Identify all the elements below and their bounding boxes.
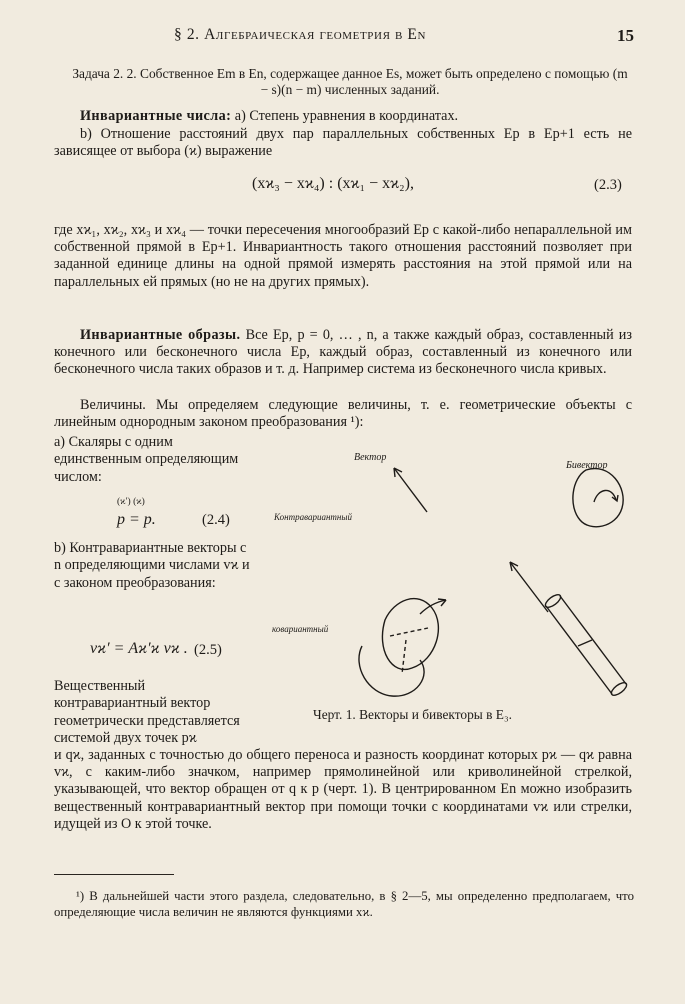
figure-label-contravariant: Контравариантный [274, 512, 352, 522]
bivector-arrow [594, 490, 616, 502]
footnote: ¹) В дальнейшей части этого раздела, следовательно, в § 2—5, мы определенно предполагаем, что определяющие числа величин не являются функциями xϰ. [54, 889, 634, 919]
bivector-tube-left [546, 606, 612, 694]
figure-label-covariant: ковариантный [272, 624, 329, 634]
figure-label-vector: Вектор [354, 452, 387, 463]
problem-statement: Задача 2. 2. Собственное Em в En, содержащее данное Es, может быть определено с помощью (m − s)(n − m) численных заданий. [72, 66, 628, 97]
bivector-tube-top [543, 592, 562, 609]
covariant-arrow [420, 600, 446, 614]
formula-2-5: vϰ′ = Aϰ′ϰ vϰ . [90, 640, 188, 657]
formula-2-3-number: (2.3) [594, 177, 622, 193]
bivector-tube-right [560, 596, 626, 684]
formula-2-4: p = p. [117, 511, 156, 528]
bivector-tube-mark [578, 640, 592, 646]
covariant-dashed-line [390, 628, 428, 636]
page-number: 15 [617, 26, 634, 45]
quantities-text: Мы определяем следующие величины, т. е. геометрические объекты с линейным однородным законом преобразования ¹): [54, 397, 633, 431]
formula-2-3: (xϰ₃ − xϰ₄) : (xϰ₁ − xϰ₂), [252, 175, 414, 192]
vector-arrow [394, 468, 427, 512]
covariant-surface-upper [382, 599, 438, 670]
real-vector-text: и qϰ, заданных с точностью до общего переноса и разность координат которых pϰ — qϰ равна vϰ, с каким-либо значком, например прямолинейной или криволинейной стрелкой, указывающей, что вектор обращен от q к p (черт. 1). В центрированном En можно изобразить вещественный контравариантный вектор при помощи точки с координатами vϰ или стрелки, идущей из O к этой точке. [54, 747, 632, 832]
scalar-formula-primes: (ϰ′) (ϰ) [117, 497, 145, 507]
formula-2-5-number: (2.5) [194, 642, 222, 658]
footnote-rule [54, 874, 174, 875]
where-paragraph: где xϰ₁, xϰ₂, xϰ₃ и xϰ₄ — точки пересечения многообразий Ep с какой-либо непараллельной им собственной прямой в Ep+1. Инвариантность такого отношения расстояний позволяет при заданной единице длины на одной прямой измерять расстояния на этой прямой или на параллельных ей прямых (но не на других прямых). [54, 222, 632, 290]
invariant-numbers-label: Инвариантные числа: [80, 108, 232, 124]
bivector-tube-bottom [609, 680, 628, 697]
formula-2-4-number: (2.4) [202, 512, 230, 528]
figure-label-bivector: Бивектор [566, 460, 608, 471]
contravariant-text: b) Контравариантные векторы с n определяющими числами vϰ и с законом преобразования: [54, 540, 250, 591]
invariant-numbers-a-text: а) Степень уравнения в координатах. [234, 108, 459, 124]
bivector-arrow-line [510, 562, 548, 612]
invariant-forms-label: Инвариантные образы. [80, 327, 241, 343]
invariant-numbers-b: b) Отношение расстояний двух пар параллельных собственных Ep в Ep+1 есть не зависящее от выбора (ϰ) выражение [54, 126, 632, 160]
scalars-text: а) Скаляры с одним единственным определяющим числом: [54, 434, 239, 485]
quantities-label: Величины. [80, 397, 146, 413]
invariant-forms-text: Все Ep, p = 0, … , n, а также каждый образ, составленный из конечного или бесконечного числа Ep, каждый образ, составленный из конечного или бесконечного числа таких образов и т. д. Например система из бесконечного числа кривых. [54, 327, 632, 378]
header-title: § 2. Алгебраическая геометрия в En [174, 26, 427, 43]
covariant-surface-lower [359, 646, 424, 696]
figure-caption: Черт. 1. Векторы и бивекторы в E₃. [313, 707, 512, 722]
real-vector-left-text: Вещественный контравариантный вектор геометрически представляется системой двух точек pϰ [54, 678, 240, 747]
